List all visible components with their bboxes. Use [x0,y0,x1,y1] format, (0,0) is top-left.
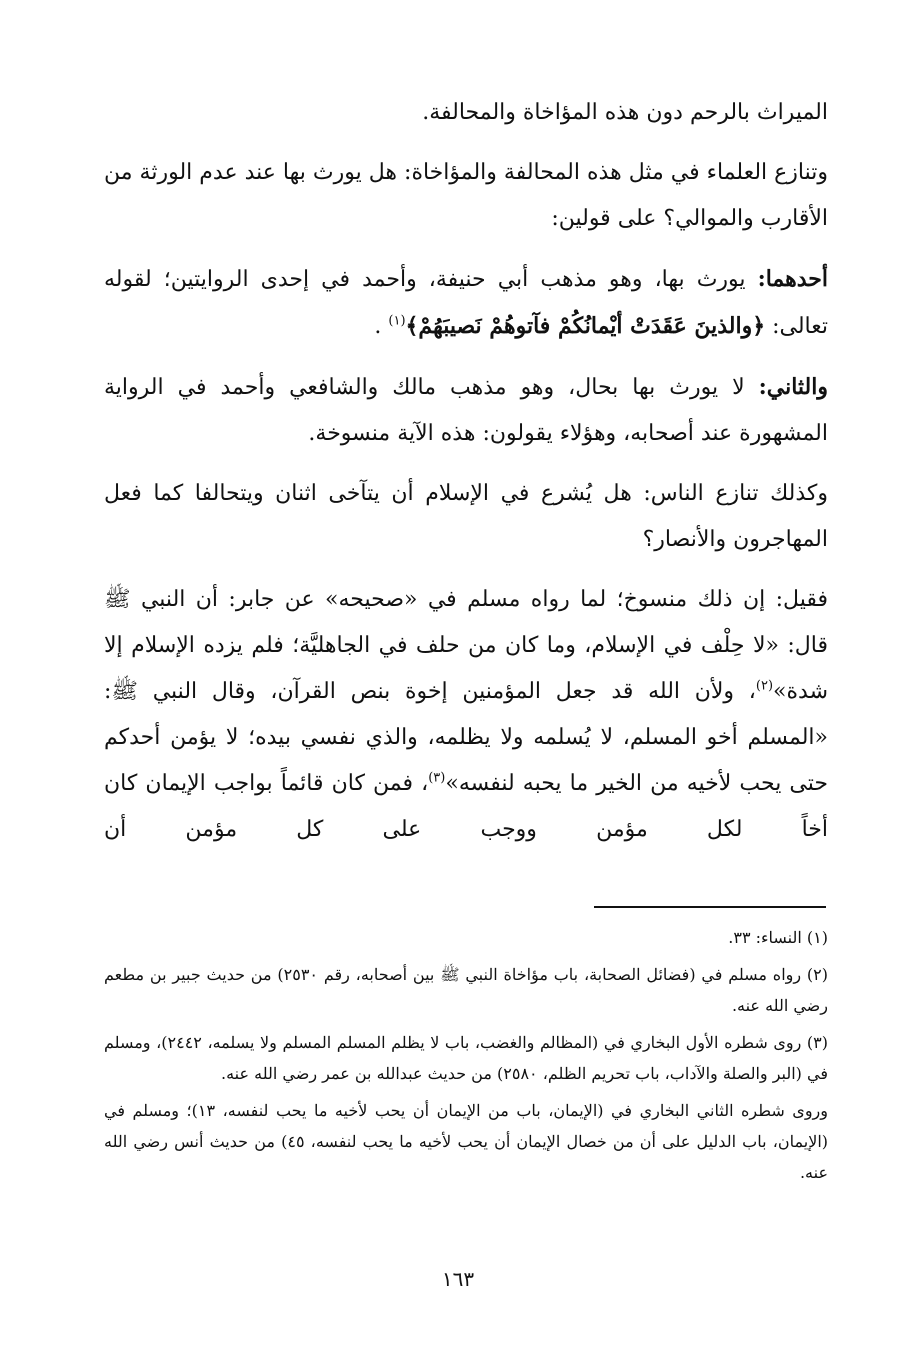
paragraph-text: الميراث بالرحم دون هذه المؤاخاة والمحالفة. [422,100,828,125]
footnote-divider [594,906,826,908]
paragraph-text: وتنازع العلماء في مثل هذه المحالفة والمؤاخاة: هل يورث بها عند عدم الورثة من الأقارب والموالي؟ على قولين: [104,160,828,231]
paragraph-inheritance [104,90,828,136]
second-opinion-term: والثاني: [758,374,828,400]
paragraph-second-opinion [104,364,828,457]
paragraph-first-opinion [104,256,828,350]
paragraph-text: يورث بها، وهو مذهب أبي حنيفة، وأحمد في إحدى الروايتين؛ لقوله تعالى: [104,267,828,339]
footnote-ref-1: (١) [388,313,406,329]
paragraph-abrogation [104,577,828,853]
footnotes [104,922,828,1194]
footnote-3-continued: وروى شطره الثاني البخاري في (الإيمان، باب من الإيمان أن يحب لأخيه ما يحب لنفسه، ١٣)؛ ومسلم في (الإيمان، باب الدليل على أن من خصال الإيمان أن يحب لأخيه ما يحب لنفسه، ٤٥) من حديث أنس رضي الله عنه. [104,1101,829,1182]
footnote-3: (٣) روى شطره الأول البخاري في (المظالم والغضب، باب لا يظلم المسلم المسلم ولا يسلمه، ٢٤٤٢)، ومسلم في (البر والصلة والآداب، باب تحريم الظلم، ٢٥٨٠) من حديث عبدالله بن عمر رضي الله عنه. [104,1033,829,1083]
footnote-ref-2: (٢) [755,678,774,694]
paragraph-text: فقيل: إن ذلك منسوخ؛ لما رواه مسلم في «صحيحه» عن جابر: أن النبي ﷺ قال: «لا حِلْف في الإسلام، وما كان من حلف في الجاهليَّة؛ فلم يزده الإسلام إلا شدة» [104,587,828,704]
footnote-ref-3: (٣) [428,770,446,786]
footnote-1: (١) النساء: ٣٣. [728,928,828,947]
quran-verse: ﴿والذينَ عَقَدَتْ أيْمانُكُمْ فآتوهُمْ نَصيبَهُمْ﴾ [405,313,766,339]
paragraph-text: ، ولأن الله قد جعل المؤمنين إخوة بنص القرآن، وقال النبي ﷺ: «المسلم أخو المسلم، لا يُسلمه ولا يظلمه، والذي نفسي بيده؛ لا يؤمن أحدكم حتى يحب لأخيه من الخير ما يحبه لنفسه» [104,679,828,796]
footnote-2: (٢) رواه مسلم في (فضائل الصحابة، باب مؤاخاة النبي ﷺ بين أصحابه، رقم ٢٥٣٠) من حديث جبير بن مطعم رضي الله عنه. [104,965,828,1015]
paragraph-text: لا يورث بها بحال، وهو مذهب مالك والشافعي وأحمد في الرواية المشهورة عند أصحابه، وهؤلاء يقولون: هذه الآية منسوخة. [104,375,828,446]
paragraph-text: وكذلك تنازع الناس: هل يُشرع في الإسلام أن يتآخى اثنان ويتحالفا كما فعل المهاجرون والأنصار؟ [104,481,828,552]
first-opinion-term: أحدهما: [757,266,828,292]
main-text [104,90,828,867]
paragraph-end: . [374,314,389,339]
paragraph-scholars-dispute [104,150,828,242]
paragraph-text: ، فمن كان قائماً بواجب الإيمان كان أخاً لكل مؤمن ووجب على كل مؤمن أن [104,771,828,842]
page-number: ١٦٣ [441,1267,475,1291]
paragraph-people-dispute [104,471,828,563]
